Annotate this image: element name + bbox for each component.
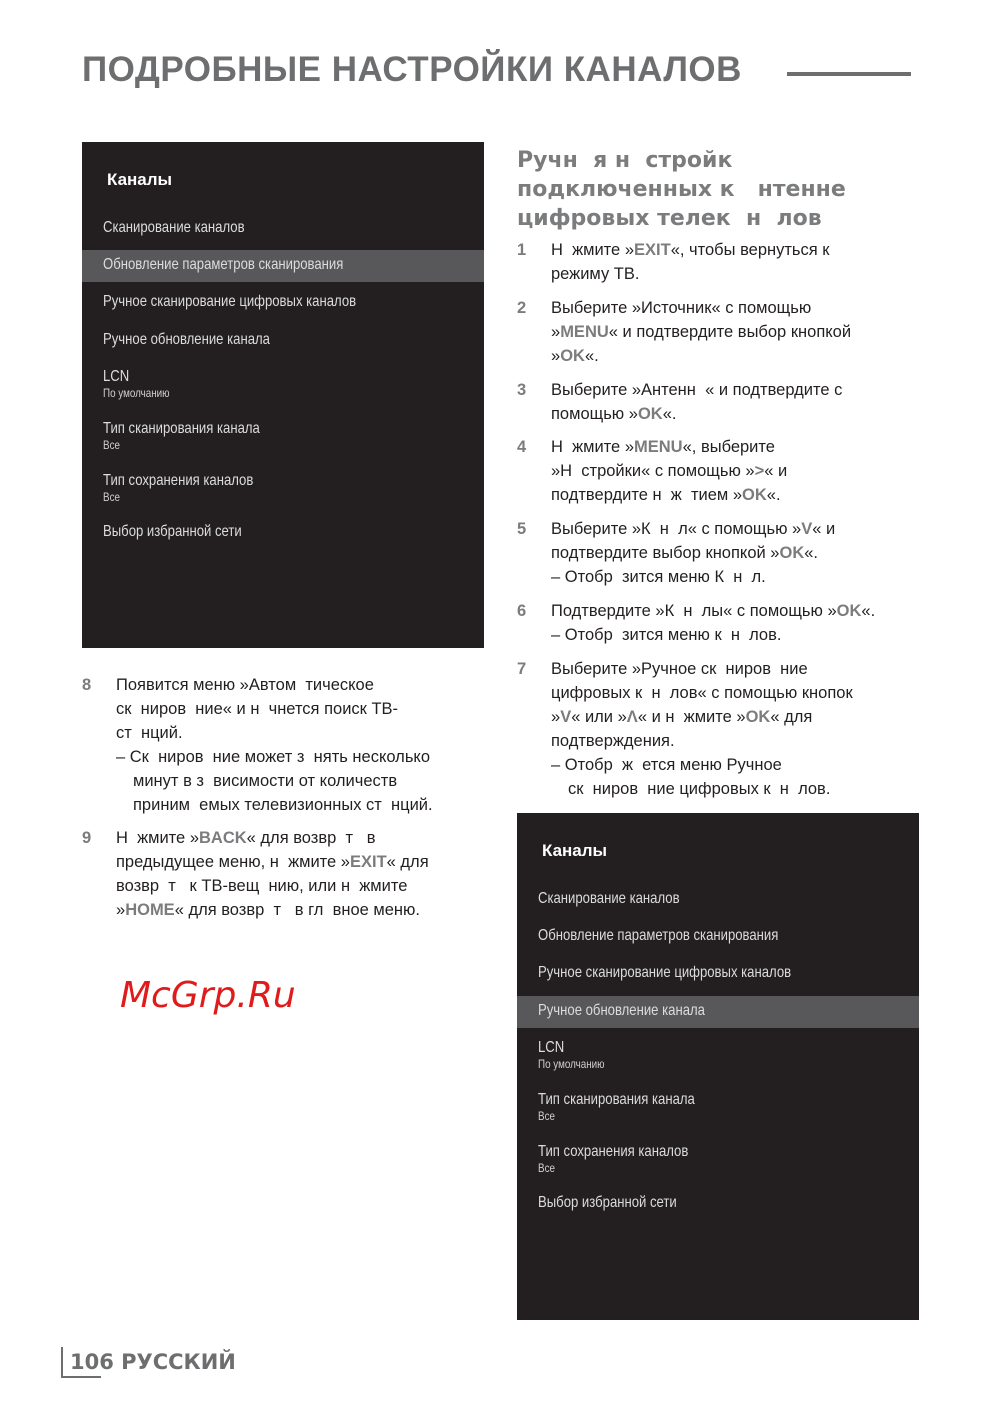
step-number: 3 bbox=[517, 381, 527, 399]
menu-item[interactable] bbox=[517, 884, 919, 916]
menu-item[interactable] bbox=[82, 466, 484, 504]
step-text: минут в з висимости от количеств bbox=[133, 772, 398, 790]
step-line bbox=[551, 565, 766, 589]
step-line bbox=[133, 769, 397, 793]
menu-item-label: Тип сохранения каналов bbox=[103, 472, 254, 489]
step-line bbox=[551, 541, 818, 565]
remote-key-label: OK bbox=[779, 544, 805, 562]
step-number: 8 bbox=[82, 676, 92, 694]
menu-item[interactable] bbox=[82, 362, 484, 400]
menu-item[interactable] bbox=[517, 996, 919, 1028]
step-text: » bbox=[551, 347, 561, 365]
step-text: ст нций. bbox=[116, 724, 183, 742]
menu-item-label: Сканирование каналов bbox=[538, 890, 680, 907]
menu-item-value: Все bbox=[538, 1161, 555, 1175]
step-text: Выберите »Источник« с помощью bbox=[551, 299, 812, 317]
menu-item-label: LCN bbox=[538, 1039, 565, 1056]
step-text: «. bbox=[662, 405, 677, 423]
step-text: возвр т к ТВ-вещ нию, или н жмите bbox=[116, 877, 408, 895]
tv-menu-screenshot-right bbox=[517, 813, 919, 1320]
step-text: « или » bbox=[571, 708, 627, 726]
menu-item[interactable] bbox=[82, 325, 484, 357]
step-line bbox=[551, 753, 782, 777]
step-line bbox=[116, 874, 407, 898]
menu-item-label: Сканирование каналов bbox=[103, 219, 245, 236]
menu-item-label: Тип сохранения каналов bbox=[538, 1143, 689, 1160]
step-line bbox=[551, 435, 775, 459]
footer-line bbox=[61, 1376, 101, 1378]
step-line bbox=[116, 673, 374, 697]
step-line bbox=[116, 850, 429, 874]
menu-item-value: По умолчанию bbox=[103, 386, 170, 400]
menu-item[interactable] bbox=[82, 250, 484, 282]
step-text: « и bbox=[812, 520, 836, 538]
title-rule bbox=[787, 72, 911, 76]
step-text: « и подтвердите выбор кнопкой bbox=[608, 323, 852, 341]
step-line bbox=[551, 262, 639, 286]
step-line bbox=[116, 898, 420, 922]
step-text: – Ск ниров ние может з нять несколько bbox=[116, 748, 430, 766]
menu-item-label: Выбор избранной сети bbox=[103, 523, 242, 540]
menu-item[interactable] bbox=[82, 414, 484, 452]
step-number: 5 bbox=[517, 520, 527, 538]
menu-item-label: Ручное обновление канала bbox=[538, 1002, 705, 1019]
step-text: « для возвр т в bbox=[246, 829, 376, 847]
menu-item[interactable] bbox=[517, 958, 919, 990]
remote-key-label: MENU bbox=[560, 323, 609, 341]
remote-key-label: V bbox=[801, 520, 813, 538]
step-text: подтвердите выбор кнопкой » bbox=[551, 544, 780, 562]
step-text: – Отобр ж ется меню Ручное bbox=[551, 756, 782, 774]
step-text: « для возвр т в гл вное меню. bbox=[174, 901, 420, 919]
menu-item[interactable] bbox=[82, 287, 484, 319]
footer-bar bbox=[61, 1347, 63, 1377]
step-line bbox=[116, 745, 430, 769]
step-line bbox=[116, 697, 398, 721]
step-line bbox=[116, 826, 376, 850]
menu-item-label: Тип сканирования канала bbox=[538, 1091, 695, 1108]
watermark: McGrp.Ru bbox=[120, 975, 296, 1016]
step-text: «. bbox=[584, 347, 599, 365]
remote-key-label: BACK bbox=[199, 829, 247, 847]
step-line bbox=[551, 378, 842, 402]
menu-item-label: Обновление параметров сканирования bbox=[538, 927, 779, 944]
step-text: Выберите »Антенн « и подтвердите с bbox=[551, 381, 843, 399]
step-line bbox=[551, 296, 811, 320]
step-line bbox=[551, 705, 812, 729]
menu-item-label: Ручное сканирование цифровых каналов bbox=[103, 293, 357, 310]
step-text: « для bbox=[386, 853, 429, 871]
step-text: «. bbox=[861, 602, 876, 620]
remote-key-label: MENU bbox=[634, 438, 683, 456]
step-text: Н жмите » bbox=[551, 241, 634, 259]
step-text: подтвердите н ж тием » bbox=[551, 486, 743, 504]
menu-item-label: Обновление параметров сканирования bbox=[103, 256, 344, 273]
step-text: » bbox=[551, 323, 561, 341]
step-text: «. bbox=[766, 486, 781, 504]
step-text: «, выберите bbox=[682, 438, 775, 456]
step-number: 9 bbox=[82, 829, 92, 847]
step-text: режиму ТВ. bbox=[551, 265, 640, 283]
step-text: « и bbox=[764, 462, 788, 480]
menu-item-label: Ручное сканирование цифровых каналов bbox=[538, 964, 792, 981]
step-text: » bbox=[551, 708, 561, 726]
step-text: « и н жмите » bbox=[637, 708, 746, 726]
remote-key-label: OK bbox=[637, 405, 663, 423]
menu-item-value: По умолчанию bbox=[538, 1057, 605, 1071]
remote-key-label: EXIT bbox=[349, 853, 387, 871]
step-line bbox=[116, 721, 183, 745]
step-number: 2 bbox=[517, 299, 527, 317]
remote-key-label: EXIT bbox=[634, 241, 671, 259]
step-text: Выберите »Ручное ск ниров ние bbox=[551, 660, 808, 678]
step-line bbox=[551, 623, 781, 647]
step-text: » bbox=[116, 901, 126, 919]
footer-language: РУССКИЙ bbox=[121, 1350, 236, 1374]
step-line bbox=[551, 657, 808, 681]
step-number: 4 bbox=[517, 438, 527, 456]
step-number: 6 bbox=[517, 602, 527, 620]
step-text: Появится меню »Автом тическое bbox=[116, 676, 374, 694]
page-title: ПОДРОБНЫЕ НАСТРОЙКИ КАНАЛОВ bbox=[82, 50, 742, 89]
menu-heading: Каналы bbox=[542, 841, 608, 860]
page-number: 106 bbox=[70, 1350, 114, 1374]
step-line bbox=[551, 320, 851, 344]
step-text: « для bbox=[770, 708, 813, 726]
menu-item[interactable] bbox=[82, 517, 484, 549]
step-line bbox=[551, 402, 676, 426]
remote-key-label: OK bbox=[836, 602, 862, 620]
step-text: – Отобр зится меню К н л. bbox=[551, 568, 766, 586]
section-heading: Ручн я н стройк подключенных к нтенне цифровых телек н лов bbox=[517, 148, 846, 231]
step-number: 1 bbox=[517, 241, 527, 259]
remote-key-label: V bbox=[560, 708, 572, 726]
menu-item[interactable] bbox=[517, 1085, 919, 1123]
menu-item[interactable] bbox=[517, 921, 919, 953]
step-text: Выберите »К н л« с помощью » bbox=[551, 520, 802, 538]
step-line bbox=[551, 238, 830, 262]
step-text: Н жмите » bbox=[116, 829, 199, 847]
step-text: цифровых к н лов« с помощью кнопок bbox=[551, 684, 853, 702]
menu-heading: Каналы bbox=[107, 170, 173, 189]
step-text: помощью » bbox=[551, 405, 638, 423]
menu-item-value: Все bbox=[538, 1109, 555, 1123]
step-line bbox=[551, 459, 787, 483]
menu-item-value: Все bbox=[103, 490, 120, 504]
menu-item-value: Все bbox=[103, 438, 120, 452]
tv-menu-screenshot-left bbox=[82, 142, 484, 648]
step-line bbox=[551, 599, 875, 623]
step-line bbox=[551, 681, 853, 705]
remote-key-label: OK bbox=[742, 486, 767, 504]
step-line bbox=[133, 793, 433, 817]
step-text: ск ниров ние цифровых к н лов. bbox=[568, 780, 831, 798]
step-text: ск ниров ние« и н чнется поиск ТВ- bbox=[116, 700, 399, 718]
step-line bbox=[551, 517, 835, 541]
footer bbox=[70, 1350, 236, 1374]
remote-key-label: HOME bbox=[125, 901, 175, 919]
step-text: «. bbox=[804, 544, 818, 562]
menu-item-label: Ручное обновление канала bbox=[103, 331, 270, 348]
remote-key-label: > bbox=[754, 462, 765, 480]
step-line bbox=[551, 483, 781, 507]
remote-key-label: OK bbox=[745, 708, 771, 726]
step-text: приним емых телевизионных ст нций. bbox=[133, 796, 433, 814]
step-text: »Н стройки« с помощью » bbox=[551, 462, 755, 480]
menu-item[interactable] bbox=[517, 1188, 919, 1220]
step-line bbox=[551, 729, 675, 753]
step-text: предыдущее меню, н жмите » bbox=[116, 853, 350, 871]
step-line bbox=[568, 777, 830, 801]
step-text: подтверждения. bbox=[551, 732, 675, 750]
menu-item[interactable] bbox=[82, 213, 484, 245]
menu-item[interactable] bbox=[517, 1137, 919, 1175]
step-number: 7 bbox=[517, 660, 527, 678]
step-text: – Отобр зится меню к н лов. bbox=[551, 626, 782, 644]
menu-item-label: Выбор избранной сети bbox=[538, 1194, 677, 1211]
step-line bbox=[551, 344, 599, 368]
remote-key-label: OK bbox=[560, 347, 585, 365]
step-text: Н жмите » bbox=[551, 438, 634, 456]
menu-item-label: Тип сканирования канала bbox=[103, 420, 260, 437]
menu-item[interactable] bbox=[517, 1033, 919, 1071]
step-text: Подтвердите »К н лы« с помощью » bbox=[551, 602, 837, 620]
remote-key-label: Λ bbox=[626, 708, 638, 726]
menu-item-label: LCN bbox=[103, 368, 130, 385]
step-text: «, чтобы вернуться к bbox=[670, 241, 830, 259]
